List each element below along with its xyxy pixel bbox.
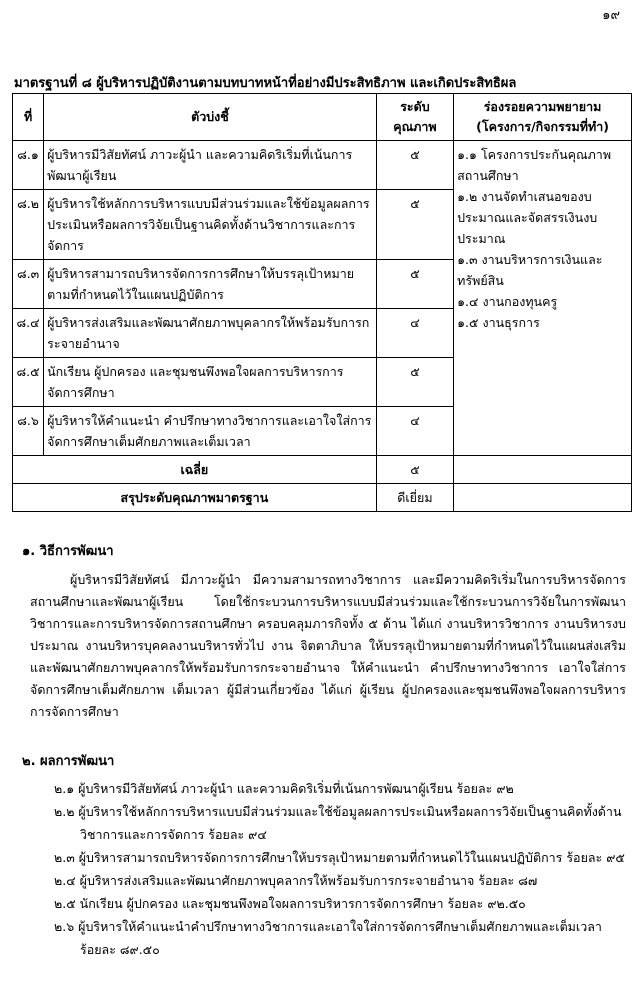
row-indicator: ผู้บริหารมีวิสัยทัศน์ ภาวะผู้นำ และความคิดริเริ่มที่เน้นการพัฒนาผู้เรียน bbox=[44, 141, 377, 190]
summary-label: สรุประดับคุณภาพมาตรฐาน bbox=[13, 484, 377, 512]
results-title: ๒. ผลการพัฒนา bbox=[22, 754, 115, 769]
row-level: ๕ bbox=[376, 190, 453, 260]
row-no: ๘.๔ bbox=[13, 309, 44, 358]
summary-value: ดีเยี่ยม bbox=[376, 484, 453, 512]
list-item: ๒.๖ ผู้บริหารให้คำแนะนำคำปรึกษาทางวิชาการและเอาใจใส่การจัดการศึกษาเต็มศักยภาพและเต็มเวลา ร้อยละ ๘๙.๕๐ bbox=[54, 919, 602, 957]
row-indicator: ผู้บริหารให้คำแนะนำ คำปรึกษาทางวิชาการและเอาใจใส่การจัดการศึกษาเต็มศักยภาพและเต็มเวลา bbox=[44, 407, 377, 456]
row-level: ๕ bbox=[376, 141, 453, 190]
project-item: ๑.๒ งานจัดทำเสนอของบประมาณและจัดสรรเงินงบประมาณ bbox=[457, 189, 598, 246]
row-level: ๔ bbox=[376, 407, 453, 456]
indicator-table bbox=[12, 93, 632, 512]
project-item: ๑.๕ งานธุรการ bbox=[457, 315, 540, 330]
summary-empty-cell bbox=[454, 484, 632, 512]
list-item: ๒.๑ ผู้บริหารมีวิสัยทัศน์ ภาวะผู้นำ และความคิดริเริ่มที่เน้นการพัฒนาผู้เรียน ร้อยละ ๙๒ bbox=[54, 781, 514, 796]
results-list bbox=[22, 777, 626, 961]
summary-row bbox=[13, 484, 632, 512]
project-item: ๑.๔ งานกองทุนครู bbox=[457, 294, 558, 309]
header-indicator: ตัวบ่งชี้ bbox=[44, 94, 377, 141]
list-item: ๒.๓ ผู้บริหารสามารถบริหารจัดการการศึกษาให้บรรลุเป้าหมายตามที่กำหนดไว้ในแผนปฏิบัติการ ร้อยละ ๙๕ bbox=[54, 850, 625, 865]
method-title: ๑. วิธีการพัฒนา bbox=[22, 544, 114, 559]
project-item: ๑.๓ งานบริหารการเงินและทรัพย์สิน bbox=[457, 252, 603, 288]
standard-title: มาตรฐานที่ ๘ ผู้บริหารปฏิบัติงานตามบทบาทหน้าที่อย่างมีประสิทธิภาพ และเกิดประสิทธิผล bbox=[14, 76, 517, 91]
average-empty-cell bbox=[454, 456, 632, 484]
method-text: ผู้บริหารมีวิสัยทัศน์ มีภาวะผู้นำ มีความสามารถทางวิชาการ และมีความคิดริเริ่มในการบริหารจัดการสถานศึกษาและพัฒนาผู้เรียน โดยใช้กระบวนการบริหารแบบมีส่วนร่วมและใช้กระบวนการวิจัยในการพัฒนาวิชาการและการบริหารจัดการสถานศึกษา ครอบคลุมภารกิจทั้ง ๕ ด้าน ได้แก่ งานบริหารวิชาการ งานบริหารงบประมาณ งานบริหารบุคคลงานบริหารทั่วไป งาน จิตตาภิบาล ให้บรรลุเป้าหมายตามที่กำหนดไว้ในแผนส่งเสริมและพัฒนาศักยภาพบุคลากรให้พร้อมรับการกระจายอำนาจ ให้คำแนะนำ คำปรึกษาทางวิชาการ เอาใจใส่การจัดการศึกษาเต็มศักยภาพ เต็มเวลา ผู้มีส่วนเกี่ยวข้อง ได้แก่ ผู้เรียน ผู้ปกครองและชุมชนพึงพอใจผลการบริหารการจัดการศึกษา bbox=[30, 572, 626, 719]
header-level-line2: คุณภาพ bbox=[393, 119, 437, 134]
row-no: ๘.๓ bbox=[13, 260, 44, 309]
header-project-line1: ร่องรอยความพยายาม bbox=[483, 99, 602, 114]
results-section bbox=[22, 750, 626, 961]
row-indicator: ผู้บริหารใช้หลักการบริหารแบบมีส่วนร่วมและใช้ข้อมูลผลการประเมินหรือผลการวิจัยเป็นฐานคิดทั้งด้านวิชาการและการจัดการ bbox=[44, 190, 377, 260]
row-level: ๔ bbox=[376, 309, 453, 358]
average-value: ๕ bbox=[376, 456, 453, 484]
header-project-line2: (โครงการ/กิจกรรมที่ทำ) bbox=[476, 119, 609, 134]
row-indicator: นักเรียน ผู้ปกครอง และชุมชนพึงพอใจผลการบริหารการจัดการศึกษา bbox=[44, 358, 377, 407]
header-project bbox=[454, 94, 632, 141]
list-item: ๒.๒ ผู้บริหารใช้หลักการบริหารแบบมีส่วนร่วมและใช้ข้อมูลผลการประเมินหรือผลการวิจัยเป็นฐานคิดทั้งด้านวิชาการและการจัดการ ร้อยละ ๙๔ bbox=[54, 804, 622, 842]
project-item: ๑.๑ โครงการประกันคุณภาพสถานศึกษา bbox=[457, 147, 612, 183]
list-item: ๒.๕ นักเรียน ผู้ปกครอง และชุมชนพึงพอใจผลการบริหารการจัดการศึกษา ร้อยละ ๙๒.๕๐ bbox=[54, 896, 526, 911]
list-item: ๒.๔ ผู้บริหารส่งเสริมและพัฒนาศักยภาพบุคลากรให้พร้อมรับการกระจายอำนาจ ร้อยละ ๘๗ bbox=[54, 873, 538, 888]
method-section bbox=[22, 540, 626, 723]
row-level: ๕ bbox=[376, 260, 453, 309]
row-no: ๘.๒ bbox=[13, 190, 44, 260]
row-indicator: ผู้บริหารส่งเสริมและพัฒนาศักยภาพบุคลากรให้พร้อมรับการกระจายอำนาจ bbox=[44, 309, 377, 358]
row-no: ๘.๑ bbox=[13, 141, 44, 190]
table-header-row bbox=[13, 94, 632, 141]
project-list bbox=[454, 141, 632, 456]
row-level: ๕ bbox=[376, 358, 453, 407]
header-level bbox=[376, 94, 453, 141]
average-row bbox=[13, 456, 632, 484]
row-indicator: ผู้บริหารสามารถบริหารจัดการการศึกษาให้บรรลุเป้าหมายตามที่กำหนดไว้ในแผนปฏิบัติการ bbox=[44, 260, 377, 309]
row-no: ๘.๕ bbox=[13, 358, 44, 407]
table-row bbox=[13, 141, 632, 190]
row-no: ๘.๖ bbox=[13, 407, 44, 456]
page-number: ๑๙ bbox=[602, 8, 620, 23]
header-no: ที่ bbox=[13, 94, 44, 141]
header-level-line1: ระดับ bbox=[400, 99, 430, 114]
average-label: เฉลี่ย bbox=[13, 456, 377, 484]
